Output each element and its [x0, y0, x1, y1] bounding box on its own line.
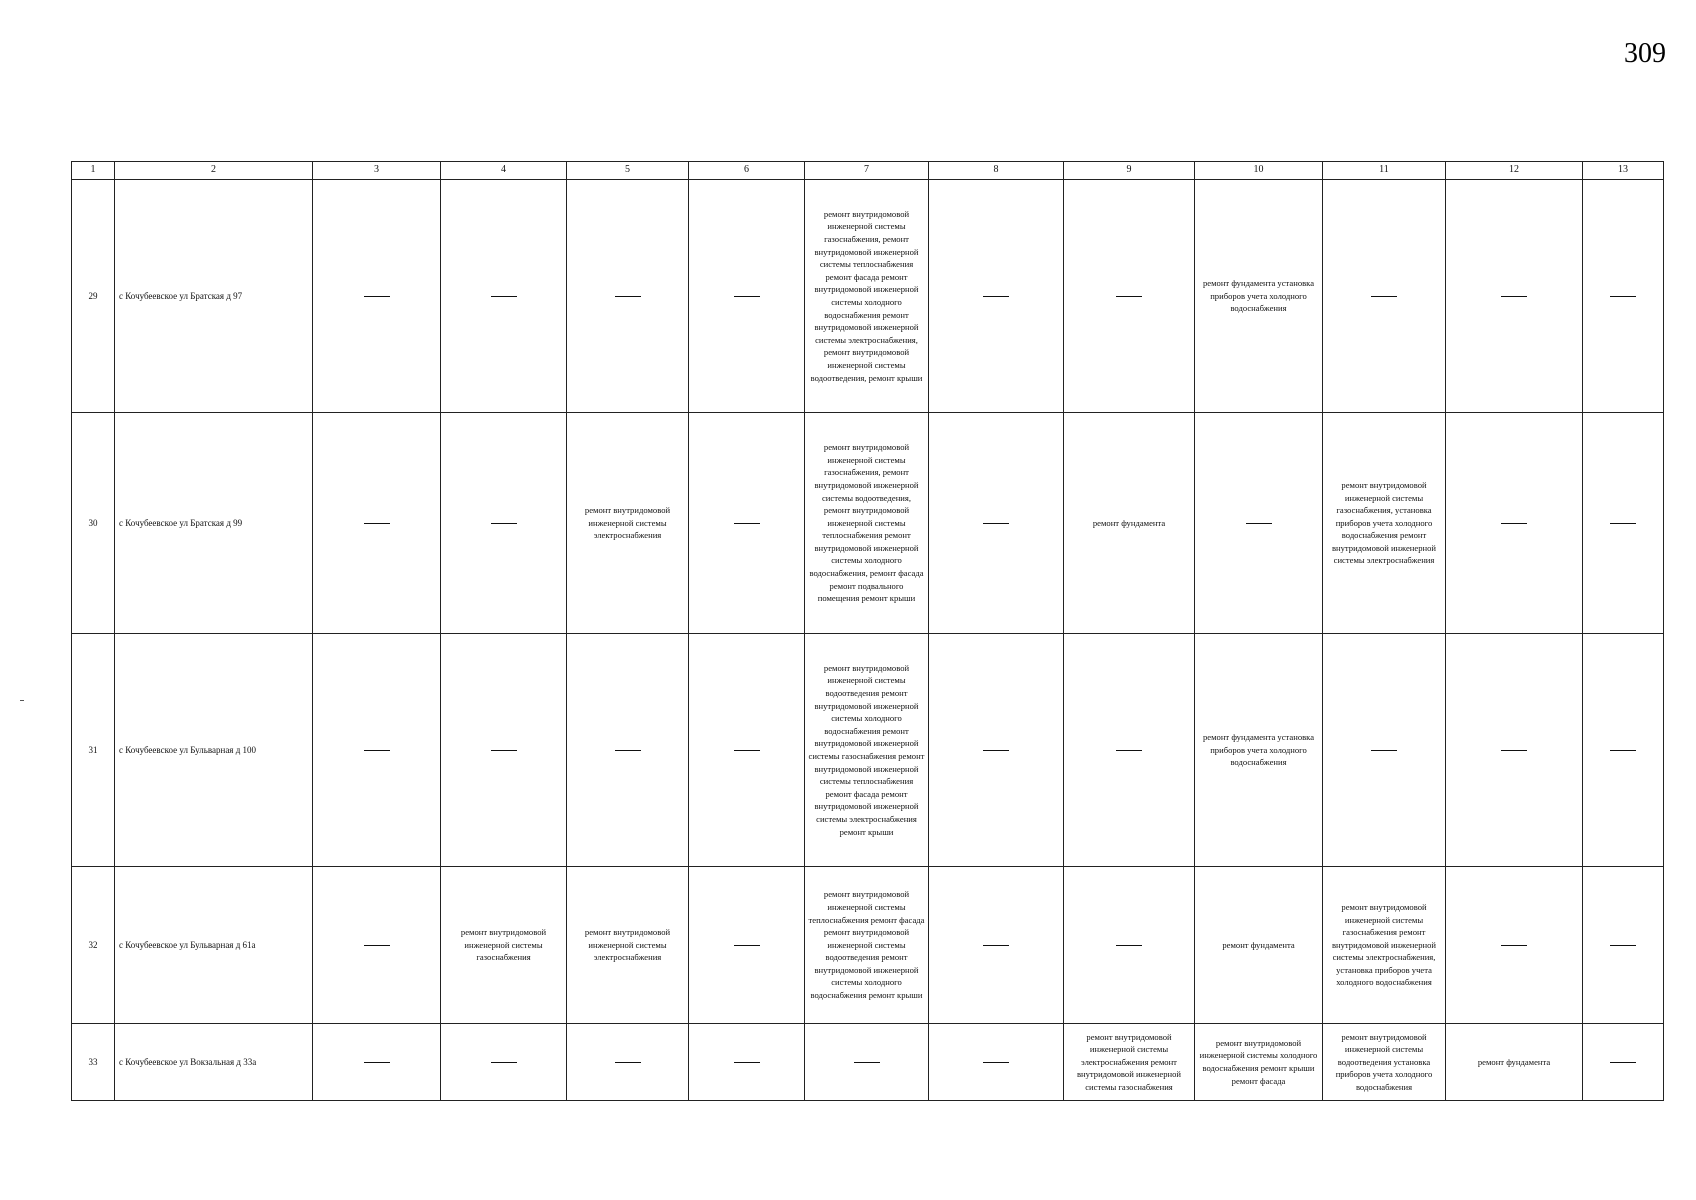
- empty-cell-col-3: [313, 413, 441, 634]
- empty-cell-col-8: [929, 180, 1064, 413]
- works-cell-col-4: ремонт внутридомовой инженерной системы газоснабжения: [441, 867, 567, 1024]
- dash-mark: [1501, 945, 1527, 946]
- empty-cell-col-13: [1583, 413, 1664, 634]
- address-cell: с Кочубеевское ул Братская д 97: [115, 180, 313, 413]
- dash-mark: [491, 1062, 517, 1063]
- col-header-11: 11: [1323, 162, 1446, 180]
- col-header-3: 3: [313, 162, 441, 180]
- empty-cell-col-9: [1064, 180, 1195, 413]
- empty-cell-col-13: [1583, 180, 1664, 413]
- works-cell-col-7: ремонт внутридомовой инженерной системы газоснабжения, ремонт внутридомовой инженерной системы теплоснабжения ремонт фасада ремонт внутридомовой инженерной системы холодного водоснабжения ремонт внутридомовой инженерной системы электроснабжения, ремонт внутридомовой инженерной системы водоотведения, ремонт крыши: [805, 180, 929, 413]
- works-cell-col-5: ремонт внутридомовой инженерной системы электроснабжения: [567, 867, 689, 1024]
- col-header-5: 5: [567, 162, 689, 180]
- dash-mark: [734, 296, 760, 297]
- works-cell-col-11: ремонт внутридомовой инженерной системы газоснабжения ремонт внутридомовой инженерной системы электроснабжения, установка приборов учета холодного водоснабжения: [1323, 867, 1446, 1024]
- empty-cell-col-12: [1446, 180, 1583, 413]
- empty-cell-col-6: [689, 867, 805, 1024]
- works-cell-col-10: ремонт фундамента установка приборов учета холодного водоснабжения: [1195, 634, 1323, 867]
- works-table: [71, 161, 1664, 1101]
- col-header-7: 7: [805, 162, 929, 180]
- address-cell: с Кочубеевское ул Вокзальная д 33а: [115, 1024, 313, 1101]
- dash-mark: [1610, 523, 1636, 524]
- empty-cell-col-6: [689, 413, 805, 634]
- table-row: [72, 867, 1664, 1024]
- col-header-8: 8: [929, 162, 1064, 180]
- col-header-2: 2: [115, 162, 313, 180]
- empty-cell-col-8: [929, 413, 1064, 634]
- dash-mark: [1116, 296, 1142, 297]
- dash-mark: [364, 1062, 390, 1063]
- empty-cell-col-3: [313, 1024, 441, 1101]
- empty-cell-col-6: [689, 180, 805, 413]
- dash-mark: [1371, 750, 1397, 751]
- works-cell-col-7: ремонт внутридомовой инженерной системы водоотведения ремонт внутридомовой инженерной системы холодного водоснабжения ремонт внутридомовой инженерной системы газоснабжения ремонт внутридомовой инженерной системы теплоснабжения ремонт фасада ремонт внутридомовой инженерной системы электроснабжения ремонт крыши: [805, 634, 929, 867]
- dash-mark: [983, 523, 1009, 524]
- empty-cell-col-5: [567, 634, 689, 867]
- empty-cell-col-11: [1323, 634, 1446, 867]
- dash-mark: [1610, 945, 1636, 946]
- dash-mark: [1371, 296, 1397, 297]
- works-cell-col-7: ремонт внутридомовой инженерной системы газоснабжения, ремонт внутридомовой инженерной системы водоотведения, ремонт внутридомовой инженерной системы теплоснабжения ремонт внутридомовой инженерной системы холодного водоснабжения, ремонт фасада ремонт подвального помещения ремонт крыши: [805, 413, 929, 634]
- row-number: 30: [72, 413, 115, 634]
- dash-mark: [491, 523, 517, 524]
- empty-cell-col-8: [929, 867, 1064, 1024]
- dash-mark: [615, 296, 641, 297]
- table-header: [72, 162, 1664, 180]
- dash-mark: [983, 750, 1009, 751]
- page-number: 309: [1624, 38, 1666, 69]
- empty-cell-col-8: [929, 634, 1064, 867]
- works-cell-col-9: ремонт внутридомовой инженерной системы электроснабжения ремонт внутридомовой инженерной системы газоснабжения: [1064, 1024, 1195, 1101]
- col-header-13: 13: [1583, 162, 1664, 180]
- dash-mark: [983, 296, 1009, 297]
- dash-mark: [364, 750, 390, 751]
- empty-cell-col-5: [567, 1024, 689, 1101]
- address-cell: с Кочубеевское ул Бульварная д 100: [115, 634, 313, 867]
- table-row: [72, 413, 1664, 634]
- empty-cell-col-4: [441, 413, 567, 634]
- col-header-1: 1: [72, 162, 115, 180]
- dash-mark: [1116, 945, 1142, 946]
- table-row: [72, 180, 1664, 413]
- empty-cell-col-6: [689, 634, 805, 867]
- empty-cell-col-13: [1583, 867, 1664, 1024]
- dash-mark: [1501, 523, 1527, 524]
- empty-cell-col-4: [441, 180, 567, 413]
- works-cell-col-11: ремонт внутридомовой инженерной системы газоснабжения, установка приборов учета холодного водоснабжения ремонт внутридомовой инженерной системы электроснабжения: [1323, 413, 1446, 634]
- empty-cell-col-3: [313, 634, 441, 867]
- empty-cell-col-4: [441, 1024, 567, 1101]
- col-header-6: 6: [689, 162, 805, 180]
- col-header-4: 4: [441, 162, 567, 180]
- dash-mark: [734, 523, 760, 524]
- address-cell: с Кочубеевское ул Братская д 99: [115, 413, 313, 634]
- empty-cell-col-13: [1583, 1024, 1664, 1101]
- dash-mark: [734, 1062, 760, 1063]
- works-cell-col-10: ремонт фундамента: [1195, 867, 1323, 1024]
- works-cell-col-7: ремонт внутридомовой инженерной системы теплоснабжения ремонт фасада ремонт внутридомовой инженерной системы водоотведения ремонт внутридомовой инженерной системы холодного водоснабжения ремонт крыши: [805, 867, 929, 1024]
- scan-mark: [20, 700, 24, 701]
- works-cell-col-9: ремонт фундамента: [1064, 413, 1195, 634]
- works-cell-col-12: ремонт фундамента: [1446, 1024, 1583, 1101]
- empty-cell-col-13: [1583, 634, 1664, 867]
- dash-mark: [1116, 750, 1142, 751]
- empty-cell-col-9: [1064, 867, 1195, 1024]
- dash-mark: [1501, 296, 1527, 297]
- empty-cell-col-5: [567, 180, 689, 413]
- dash-mark: [983, 945, 1009, 946]
- table-row: [72, 634, 1664, 867]
- empty-cell-col-8: [929, 1024, 1064, 1101]
- dash-mark: [734, 945, 760, 946]
- row-number: 33: [72, 1024, 115, 1101]
- row-number: 31: [72, 634, 115, 867]
- row-number: 29: [72, 180, 115, 413]
- row-number: 32: [72, 867, 115, 1024]
- empty-cell-col-11: [1323, 180, 1446, 413]
- table-body: [72, 180, 1664, 1101]
- works-cell-col-5: ремонт внутридомовой инженерной системы электроснабжения: [567, 413, 689, 634]
- col-header-10: 10: [1195, 162, 1323, 180]
- dash-mark: [615, 750, 641, 751]
- empty-cell-col-9: [1064, 634, 1195, 867]
- empty-cell-col-12: [1446, 634, 1583, 867]
- empty-cell-col-12: [1446, 867, 1583, 1024]
- dash-mark: [491, 750, 517, 751]
- dash-mark: [1610, 750, 1636, 751]
- empty-cell-col-6: [689, 1024, 805, 1101]
- dash-mark: [1610, 296, 1636, 297]
- empty-cell-col-3: [313, 180, 441, 413]
- col-header-12: 12: [1446, 162, 1583, 180]
- header-row: [72, 162, 1664, 180]
- works-cell-col-10: ремонт фундамента установка приборов учета холодного водоснабжения: [1195, 180, 1323, 413]
- dash-mark: [983, 1062, 1009, 1063]
- dash-mark: [854, 1062, 880, 1063]
- empty-cell-col-10: [1195, 413, 1323, 634]
- address-cell: с Кочубеевское ул Бульварная д 61а: [115, 867, 313, 1024]
- empty-cell-col-4: [441, 634, 567, 867]
- dash-mark: [734, 750, 760, 751]
- col-header-9: 9: [1064, 162, 1195, 180]
- empty-cell-col-3: [313, 867, 441, 1024]
- dash-mark: [364, 523, 390, 524]
- dash-mark: [491, 296, 517, 297]
- empty-cell-col-7: [805, 1024, 929, 1101]
- dash-mark: [364, 296, 390, 297]
- dash-mark: [1501, 750, 1527, 751]
- works-cell-col-11: ремонт внутридомовой инженерной системы водоотведения установка приборов учета холодного водоснабжения: [1323, 1024, 1446, 1101]
- dash-mark: [615, 1062, 641, 1063]
- works-cell-col-10: ремонт внутридомовой инженерной системы холодного водоснабжения ремонт крыши ремонт фасада: [1195, 1024, 1323, 1101]
- dash-mark: [1610, 1062, 1636, 1063]
- dash-mark: [1246, 523, 1272, 524]
- table-row: [72, 1024, 1664, 1101]
- empty-cell-col-12: [1446, 413, 1583, 634]
- dash-mark: [364, 945, 390, 946]
